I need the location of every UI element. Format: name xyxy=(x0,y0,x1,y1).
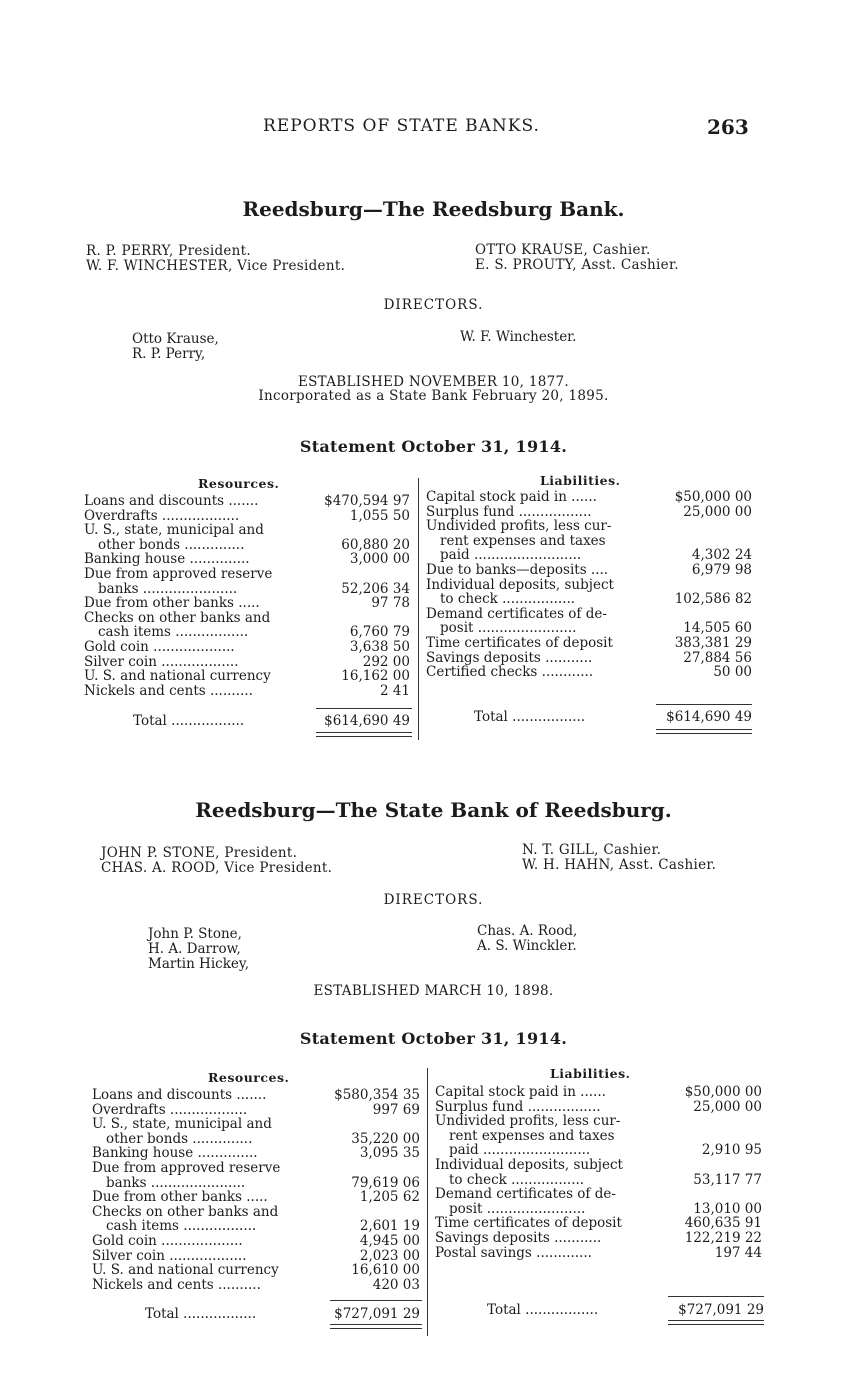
ledger-row xyxy=(435,1100,762,1115)
ledger-row xyxy=(92,1103,420,1118)
ledger-label: Undivided profits, less cur- xyxy=(435,1114,621,1129)
ledger-row xyxy=(84,523,410,538)
ledger-label: Silver coin .................. xyxy=(92,1248,247,1264)
ledger-label: cash items ................. xyxy=(106,1219,257,1234)
ledger-amount: 6,979 98 xyxy=(691,561,752,578)
ledger-label: to check ................. xyxy=(449,1172,585,1188)
page-number: 263 xyxy=(707,115,749,139)
ledger-row xyxy=(435,1173,762,1188)
bank1-directors-right xyxy=(460,330,576,345)
total-label: Total ................. xyxy=(487,1302,599,1318)
ledger-amount: 2,910 95 xyxy=(701,1142,762,1159)
ledger-amount: 27,884 56 xyxy=(683,649,752,666)
ledger-label: Individual deposits, subject xyxy=(435,1157,623,1173)
running-header: REPORTS OF STATE BANKS. xyxy=(263,116,540,136)
ledger-label: other bonds .............. xyxy=(98,537,245,553)
ledger-row xyxy=(426,651,752,666)
ledger-label: Overdrafts .................. xyxy=(84,508,240,524)
bank1-liabilities-heading: Liabilities. xyxy=(540,473,621,488)
bank2-statement-title: Statement October 31, 1914. xyxy=(299,1029,568,1048)
ledger-label: Due from other banks ..... xyxy=(84,596,260,611)
ledger-label: posit ....................... xyxy=(449,1201,586,1217)
total-label: Total ................. xyxy=(145,1306,257,1322)
ledger-row xyxy=(92,1278,420,1293)
ledger-row xyxy=(84,625,410,640)
director: Otto Krause, xyxy=(132,331,219,347)
ledger-row xyxy=(435,1246,762,1261)
ledger-amount: $580,354 35 xyxy=(334,1087,420,1103)
bank1-resources-heading: Resources. xyxy=(198,476,280,491)
ledger-amount: 1,205 62 xyxy=(359,1189,420,1206)
ledger-amount: 53,117 77 xyxy=(693,1171,762,1188)
ledger-label: paid ......................... xyxy=(449,1143,591,1158)
ledger-row xyxy=(84,655,410,670)
officer: OTTO KRAUSE, Cashier. xyxy=(475,242,651,258)
ledger-label: cash items ................. xyxy=(98,625,249,640)
ledger-amount: 292 00 xyxy=(362,653,410,670)
ledger-row xyxy=(84,684,410,699)
ledger-amount: 122,219 22 xyxy=(684,1229,762,1246)
bank1-officers-right xyxy=(475,243,679,273)
ledger-label: Checks on other banks and xyxy=(92,1204,279,1220)
officer: R. P. PERRY, President. xyxy=(86,243,251,259)
ledger-amount: 6,760 79 xyxy=(349,624,410,641)
ledger-row xyxy=(92,1088,420,1103)
ledger-row xyxy=(426,519,752,534)
ledger-label: Checks on other banks and xyxy=(84,610,271,626)
director: H. A. Darrow, xyxy=(148,941,241,957)
ledger-amount: 60,880 20 xyxy=(341,536,410,553)
sum-rule xyxy=(668,1296,764,1297)
ledger-amount: 52,206 34 xyxy=(341,580,410,597)
total-amount: $614,690 49 xyxy=(666,709,752,725)
bank2-officers-right xyxy=(522,843,716,873)
double-rule xyxy=(656,733,752,734)
officer: JOHN P. STONE, President. xyxy=(101,845,298,861)
double-rule xyxy=(330,1328,422,1329)
director: Chas. A. Rood, xyxy=(477,923,578,939)
ledger-amount: 16,162 00 xyxy=(341,668,410,685)
ledger-amount: $470,594 97 xyxy=(324,493,410,509)
ledger-amount: 13,010 00 xyxy=(693,1200,762,1217)
ledger-label: U. S., state, municipal and xyxy=(92,1117,272,1132)
ledger-label: rent expenses and taxes xyxy=(449,1128,615,1144)
ledger-amount: 4,302 24 xyxy=(691,547,752,564)
ledger-row xyxy=(92,1190,420,1205)
ledger-amount: 2,601 19 xyxy=(359,1218,420,1235)
ledger-amount: 3,095 35 xyxy=(359,1145,420,1162)
ledger-label: Due from other banks ..... xyxy=(92,1190,268,1205)
ledger-label: other bonds .............. xyxy=(106,1131,253,1147)
ledger-row xyxy=(92,1234,420,1249)
ledger-label: Demand certificates of de- xyxy=(435,1187,616,1202)
bank2-directors-right xyxy=(477,924,577,954)
ledger-amount: 16,610 00 xyxy=(351,1262,420,1279)
ledger-label: Gold coin ................... xyxy=(84,639,235,655)
ledger-amount: 35,220 00 xyxy=(351,1130,420,1147)
ledger-label: Nickels and cents .......... xyxy=(92,1277,261,1293)
bank2-liabilities-list xyxy=(435,1085,762,1260)
double-rule xyxy=(316,732,412,733)
ledger-amount: 460,635 91 xyxy=(684,1215,762,1232)
ledger-row xyxy=(84,611,410,626)
ledger-amount: 4,945 00 xyxy=(359,1232,420,1249)
ledger-row xyxy=(435,1129,762,1144)
bank2-title: Reedsburg—The State Bank of Reedsburg. xyxy=(195,798,672,822)
ledger-row xyxy=(426,490,752,505)
sum-rule xyxy=(316,708,412,709)
bank1-incorporated: Incorporated as a State Bank February 20, 1895. xyxy=(258,388,609,404)
bank1-resources-total-row xyxy=(133,713,410,729)
ledger-label: Savings deposits ........... xyxy=(426,650,593,666)
ledger-row xyxy=(92,1205,420,1220)
ledger-row xyxy=(92,1146,420,1161)
ledger-label: banks ...................... xyxy=(98,581,238,597)
total-amount: $727,091 29 xyxy=(678,1302,764,1318)
total-label: Total ................. xyxy=(133,713,245,729)
ledger-row xyxy=(435,1216,762,1231)
ledger-amount: 102,586 82 xyxy=(674,591,752,608)
ledger-row xyxy=(84,596,410,611)
ledger-label: Capital stock paid in ...... xyxy=(426,490,597,505)
bank2-established: ESTABLISHED MARCH 10, 1898. xyxy=(313,983,554,999)
ledger-row xyxy=(426,578,752,593)
total-label: Total ................. xyxy=(474,709,586,725)
officer: N. T. GILL, Cashier. xyxy=(522,842,662,858)
bank2-resources-total-row xyxy=(145,1306,420,1322)
bank2-liabilities-heading: Liabilities. xyxy=(550,1066,631,1081)
ledger-label: U. S., state, municipal and xyxy=(84,523,264,538)
director: A. S. Winckler. xyxy=(477,938,577,954)
ledger-label: Surplus fund ................. xyxy=(426,504,592,520)
ledger-label: Due to banks—deposits .... xyxy=(426,562,609,578)
ledger-amount: 97 78 xyxy=(371,595,410,612)
ledger-label: Capital stock paid in ...... xyxy=(435,1085,606,1100)
ledger-amount: 2,023 00 xyxy=(359,1247,420,1264)
ledger-label: Gold coin ................... xyxy=(92,1233,243,1249)
ledger-label: paid ......................... xyxy=(440,548,582,563)
ledger-label: Savings deposits ........... xyxy=(435,1230,602,1246)
bank1-directors-heading: DIRECTORS. xyxy=(383,297,484,313)
ledger-row xyxy=(84,494,410,509)
ledger-row xyxy=(84,582,410,597)
ledger-row xyxy=(426,534,752,549)
bank1-title: Reedsburg—The Reedsburg Bank. xyxy=(242,197,625,221)
ledger-row xyxy=(92,1263,420,1278)
ledger-row xyxy=(435,1143,762,1158)
ledger-label: Loans and discounts ....... xyxy=(84,494,259,509)
bank2-liabilities-total-row xyxy=(487,1302,764,1318)
officer: W. F. WINCHESTER, Vice President. xyxy=(86,258,346,274)
double-rule xyxy=(330,1324,422,1325)
ledger-label: Due from approved reserve xyxy=(84,566,273,582)
ledger-row xyxy=(435,1114,762,1129)
ledger-label: Certified checks ............ xyxy=(426,665,594,680)
sum-rule xyxy=(656,704,752,705)
bank2-directors-left xyxy=(148,927,249,972)
ledger-row xyxy=(426,607,752,622)
bank1-established: ESTABLISHED NOVEMBER 10, 1877. xyxy=(297,374,570,390)
ledger-row xyxy=(92,1161,420,1176)
ledger-amount: 1,055 50 xyxy=(349,507,410,524)
ledger-row xyxy=(435,1231,762,1246)
director: John P. Stone, xyxy=(148,926,242,942)
ledger-row xyxy=(426,621,752,636)
ledger-amount: 79,619 06 xyxy=(351,1174,420,1191)
double-rule xyxy=(668,1324,764,1325)
column-divider xyxy=(418,478,419,740)
bank2-resources-list xyxy=(92,1088,420,1292)
ledger-amount: 383,381 29 xyxy=(674,634,752,651)
ledger-label: Time certificates of deposit xyxy=(426,635,613,651)
ledger-row xyxy=(426,665,752,680)
double-rule xyxy=(316,736,412,737)
bank2-officers-left xyxy=(101,846,332,876)
ledger-row xyxy=(435,1158,762,1173)
ledger-label: Banking house .............. xyxy=(92,1146,258,1161)
ledger-label: Silver coin .................. xyxy=(84,654,239,670)
bank2-resources-heading: Resources. xyxy=(208,1070,290,1085)
ledger-row xyxy=(426,505,752,520)
ledger-row xyxy=(92,1219,420,1234)
ledger-row xyxy=(84,538,410,553)
ledger-label: Overdrafts .................. xyxy=(92,1102,248,1118)
officer: CHAS. A. ROOD, Vice President. xyxy=(101,860,333,876)
ledger-row xyxy=(426,563,752,578)
double-rule xyxy=(656,729,752,730)
ledger-label: to check ................. xyxy=(440,592,576,607)
ledger-row xyxy=(92,1132,420,1147)
ledger-label: Loans and discounts ....... xyxy=(92,1088,267,1103)
bank1-liabilities-total-row xyxy=(474,709,752,725)
ledger-label: Postal savings ............. xyxy=(435,1245,592,1261)
ledger-amount: 3,638 50 xyxy=(349,638,410,655)
ledger-row xyxy=(84,509,410,524)
director: Martin Hickey, xyxy=(148,956,249,972)
ledger-label: Nickels and cents .......... xyxy=(84,683,253,699)
ledger-row xyxy=(92,1176,420,1191)
total-amount: $727,091 29 xyxy=(334,1306,420,1322)
ledger-amount: 197 44 xyxy=(714,1244,762,1261)
ledger-row xyxy=(426,592,752,607)
ledger-row xyxy=(426,548,752,563)
total-amount: $614,690 49 xyxy=(324,713,410,729)
bank1-statement-title: Statement October 31, 1914. xyxy=(299,437,568,456)
ledger-amount: 14,505 60 xyxy=(683,620,752,637)
ledger-row xyxy=(84,567,410,582)
sum-rule xyxy=(330,1300,422,1301)
ledger-amount: $50,000 00 xyxy=(674,489,752,505)
ledger-row xyxy=(435,1085,762,1100)
ledger-amount: $50,000 00 xyxy=(684,1084,762,1100)
ledger-amount: 997 69 xyxy=(372,1101,420,1118)
column-divider xyxy=(427,1068,428,1336)
ledger-label: Undivided profits, less cur- xyxy=(426,519,612,534)
ledger-label: posit ....................... xyxy=(440,621,577,636)
ledger-row xyxy=(84,640,410,655)
bank1-liabilities-list xyxy=(426,490,752,680)
ledger-label: rent expenses and taxes xyxy=(440,533,606,549)
ledger-row xyxy=(84,552,410,567)
officer: E. S. PROUTY, Asst. Cashier. xyxy=(475,257,679,273)
ledger-label: banks ...................... xyxy=(106,1175,246,1191)
ledger-label: Surplus fund ................. xyxy=(435,1099,601,1115)
bank1-directors-left xyxy=(132,332,219,362)
ledger-row xyxy=(92,1117,420,1132)
bank2-directors-heading: DIRECTORS. xyxy=(383,892,484,908)
double-rule xyxy=(668,1320,764,1321)
bank1-officers-left xyxy=(86,244,345,274)
officer: W. H. HAHN, Asst. Cashier. xyxy=(522,857,717,873)
ledger-row xyxy=(426,636,752,651)
ledger-row xyxy=(84,669,410,684)
ledger-label: Time certificates of deposit xyxy=(435,1216,622,1231)
ledger-amount: 25,000 00 xyxy=(693,1098,762,1115)
bank1-resources-list xyxy=(84,494,410,698)
ledger-amount: 2 41 xyxy=(379,682,410,699)
ledger-row xyxy=(92,1249,420,1264)
ledger-row xyxy=(435,1202,762,1217)
ledger-amount: 50 00 xyxy=(713,664,752,681)
ledger-label: Banking house .............. xyxy=(84,552,250,567)
director: R. P. Perry, xyxy=(132,346,206,362)
ledger-label: U. S. and national currency xyxy=(92,1263,279,1278)
ledger-label: U. S. and national currency xyxy=(84,669,271,684)
ledger-amount: 420 03 xyxy=(372,1276,420,1293)
ledger-label: Demand certificates of de- xyxy=(426,606,607,622)
ledger-label: Due from approved reserve xyxy=(92,1160,281,1176)
ledger-row xyxy=(435,1187,762,1202)
ledger-amount: 3,000 00 xyxy=(349,551,410,568)
director: W. F. Winchester. xyxy=(460,329,577,345)
ledger-amount: 25,000 00 xyxy=(683,503,752,520)
ledger-label: Individual deposits, subject xyxy=(426,577,614,593)
